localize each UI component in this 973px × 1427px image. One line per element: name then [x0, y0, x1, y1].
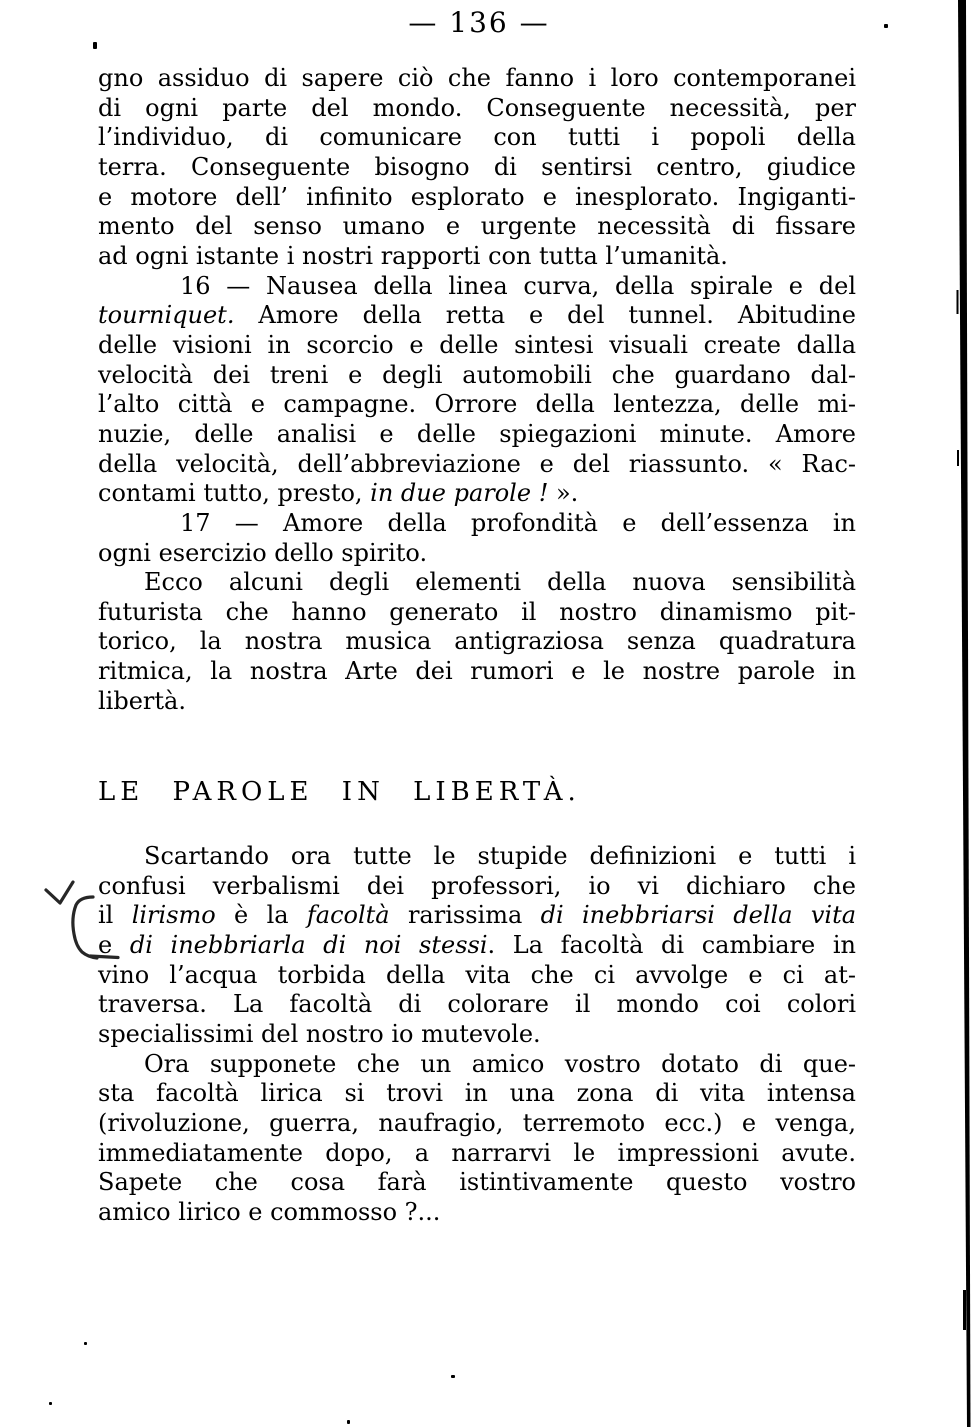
text-line	[98, 450, 856, 480]
text-segment: di ogni parte del mondo. Conseguente necessità, per	[98, 93, 856, 122]
italic-text-segment: di inebbriarsi della vita	[540, 901, 857, 930]
paragraph	[98, 1050, 856, 1228]
scan-speck	[93, 42, 97, 49]
text-segment: vino l’acqua torbida della vita che ci avvolge e ci at-	[98, 960, 856, 989]
text-line	[98, 568, 856, 598]
text-segment: mento del senso umano e urgente necessità di fissare	[98, 212, 856, 241]
italic-text-segment: in due parole !	[370, 479, 549, 508]
text-segment: 16 — Nausea della linea curva, della spirale e del	[180, 271, 856, 300]
text-line	[98, 657, 856, 687]
text-segment: Amore della retta e del tunnel. Abitudine	[234, 301, 856, 330]
text-segment: della velocità, dell’abbreviazione e del riassunto. « Rac-	[98, 449, 856, 478]
text-line	[98, 1198, 856, 1228]
text-segment: delle visioni in scorcio e delle sintesi visuali create dalla	[98, 330, 856, 359]
text-segment: nuzie, delle analisi e delle spiegazioni minute. Amore	[98, 419, 856, 448]
text-line	[98, 390, 856, 420]
text-line	[98, 1139, 856, 1169]
italic-text-segment: tourniquet.	[98, 301, 235, 330]
text-segment: confusi verbalismi dei professori, io vi dichiaro che	[98, 871, 856, 900]
scan-speck	[84, 1342, 87, 1345]
text-segment: libertà.	[98, 686, 186, 715]
text-segment: velocità dei treni e degli automobili che guardano dal-	[98, 360, 856, 389]
page-number: — 136 —	[408, 6, 550, 39]
text-line	[98, 272, 856, 302]
scan-speck	[347, 1420, 350, 1424]
text-segment: il	[98, 901, 132, 930]
text-line	[98, 94, 856, 124]
text-line	[98, 1168, 856, 1198]
text-segment: Ora supponete che un amico vostro dotato di que-	[144, 1049, 856, 1078]
paragraph	[98, 64, 856, 272]
text-line	[98, 842, 856, 872]
text-segment: e motore dell’ infinito esplorato e inesplorato. Ingiganti-	[98, 182, 856, 211]
text-segment: futurista che hanno generato il nostro dinamismo pit-	[98, 597, 856, 626]
text-line	[98, 931, 856, 961]
text-segment: contami tutto, presto,	[98, 479, 371, 508]
text-line	[98, 901, 856, 931]
paragraph	[98, 568, 856, 716]
text-segment: ogni esercizio dello spirito.	[98, 538, 428, 567]
text-segment: ritmica, la nostra Arte dei rumori e le nostre parole in	[98, 657, 856, 686]
text-line	[98, 301, 856, 331]
text-segment: l’alto città e campagne. Orrore della lentezza, delle mi-	[98, 390, 856, 419]
italic-text-segment: di inebbriarla di noi stessi	[129, 931, 488, 960]
text-line	[98, 479, 856, 509]
italic-text-segment: lirismo	[131, 901, 216, 930]
section-heading: LE PAROLE IN LIBERTÀ.	[98, 777, 581, 808]
text-segment: (rivoluzione, guerra, naufragio, terremoto ecc.) e venga,	[98, 1109, 856, 1137]
text-segment: torico, la nostra musica antigraziosa senza quadratura	[98, 627, 856, 656]
content	[98, 64, 856, 1228]
text-segment: 17 — Amore della profondità e dell’essenza in	[180, 508, 856, 537]
text-line	[98, 598, 856, 628]
text-segment: ».	[548, 479, 579, 508]
text-line	[98, 687, 856, 717]
italic-text-segment: facoltà	[306, 901, 390, 930]
scan-speck	[49, 1402, 52, 1405]
text-segment: Scartando ora tutte le stupide definizioni e tutti i	[144, 842, 856, 871]
text-segment: rarissima	[389, 901, 541, 930]
paragraph	[98, 842, 856, 1050]
text-line	[98, 872, 856, 902]
text-line	[98, 990, 856, 1020]
text-line	[98, 1020, 856, 1050]
paragraph	[98, 509, 856, 568]
text-segment: traversa. La facoltà di colorare il mondo coi colori	[98, 990, 856, 1019]
text-line	[98, 64, 856, 94]
text-segment: Ecco alcuni degli elementi della nuova sensibilità	[144, 568, 856, 597]
text-segment: gno assiduo di sapere ciò che fanno i loro contemporanei	[98, 64, 856, 92]
text-segment: . La facoltà di cambiare in	[487, 931, 856, 960]
text-line	[98, 212, 856, 242]
scan-speck	[884, 24, 888, 28]
text-segment: amico lirico e commosso ?...	[98, 1197, 441, 1226]
text-line	[98, 1109, 856, 1139]
text-line	[98, 539, 856, 569]
text-segment: è la	[215, 901, 307, 930]
text-line	[98, 361, 856, 391]
text-line	[98, 242, 856, 272]
text-segment: sta facoltà lirica si trovi in una zona di vita intensa	[98, 1079, 856, 1108]
text-line	[98, 961, 856, 991]
text-line	[98, 331, 856, 361]
pencil-bracket-icon	[73, 897, 97, 958]
text-line	[98, 509, 856, 539]
text-segment: immediatamente dopo, a narrarvi le impressioni avute.	[98, 1138, 856, 1167]
text-line	[98, 183, 856, 213]
paragraph	[98, 272, 856, 509]
text-line	[98, 627, 856, 657]
text-segment: specialissimi del nostro io mutevole.	[98, 1020, 541, 1049]
text-line	[98, 123, 856, 153]
text-line	[98, 420, 856, 450]
text-segment: l’individuo, di comunicare con tutti i popoli della	[98, 123, 856, 152]
text-block	[98, 64, 856, 1228]
text-line	[98, 153, 856, 183]
text-segment: Sapete che cosa farà istintivamente questo vostro	[98, 1168, 856, 1197]
pencil-check-icon	[46, 882, 73, 903]
text-segment: terra. Conseguente bisogno di sentirsi centro, giudice	[98, 152, 856, 181]
scan-speck	[451, 1375, 455, 1378]
text-line	[98, 1050, 856, 1080]
text-segment: ad ogni istante i nostri rapporti con tutta l’umanità.	[98, 241, 728, 270]
text-line	[98, 1079, 856, 1109]
text-segment: e	[98, 931, 130, 960]
